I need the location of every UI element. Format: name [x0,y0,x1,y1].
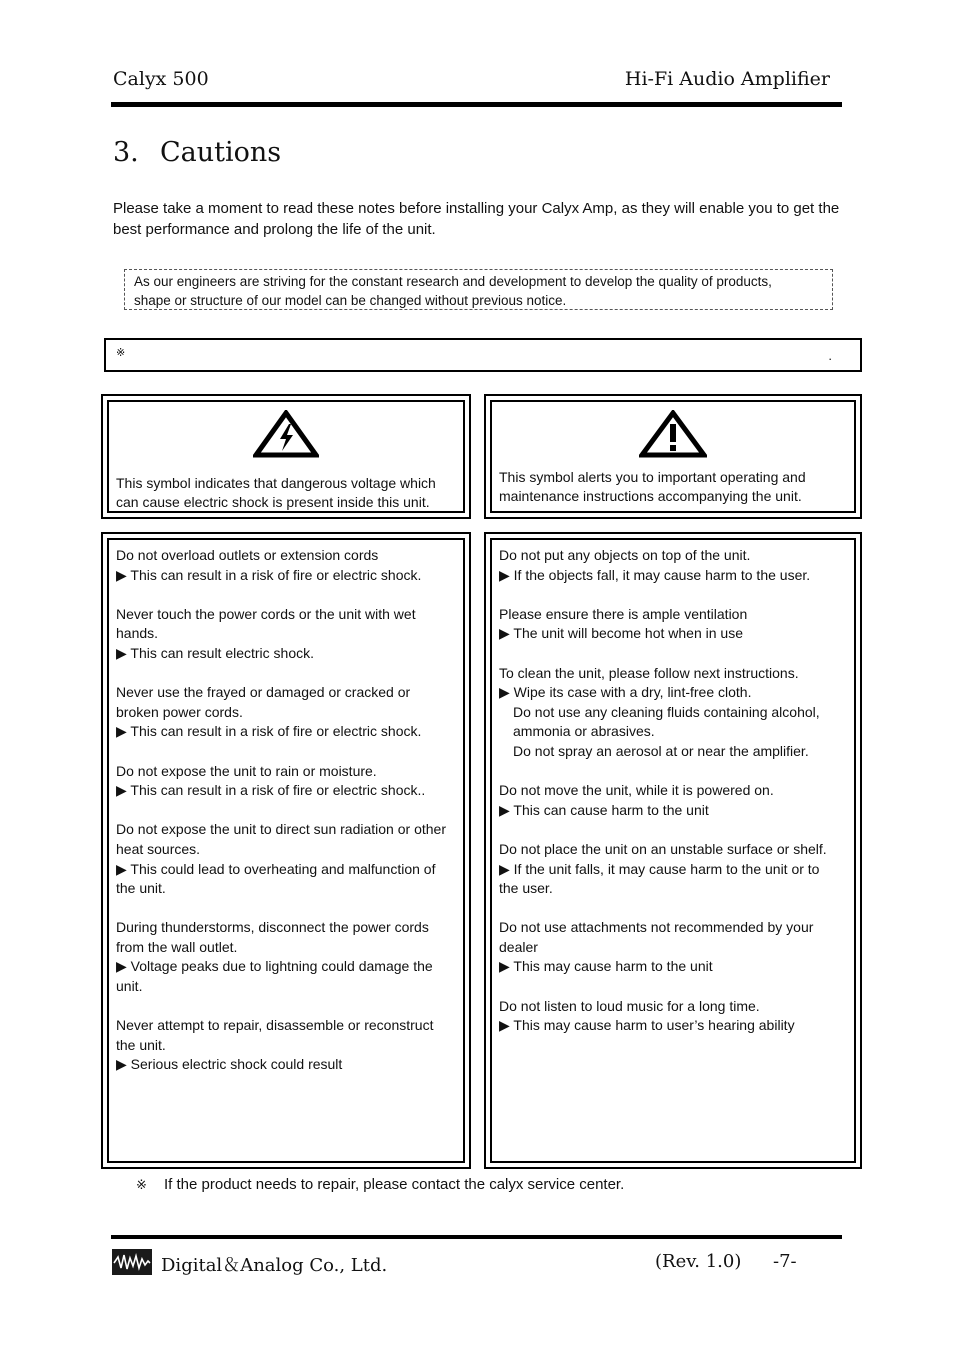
caution-item [499,546,848,585]
symbol-text-line: This symbol alerts you to important operating and [499,469,806,485]
cautions-box-frame [490,538,856,1163]
caution-item [499,918,848,977]
caution-line: ▶ This can cause harm to the unit [499,801,709,818]
caution-line: ▶ This could lead to overheating and malfunction of [116,860,436,877]
caution-line: ▶ Wipe its case with a dry, lint-free cloth. [499,684,752,701]
caution-line: Do not put any objects on top of the unit. [499,547,751,563]
caution-line: from the wall outlet. [116,938,238,955]
caution-line: hands. [116,625,159,642]
caution-item [116,683,457,742]
caution-item [499,664,848,762]
left-cautions-list [116,546,457,1095]
reference-mark: ※ [116,347,126,359]
right-cautions-list [499,546,848,1055]
symbol-text-line: can cause electric shock is present inside this unit. [116,494,430,510]
caution-line: ▶ The unit will become hot when in use [499,625,743,642]
reference-dot: . [828,348,832,363]
caution-line: Never use the frayed or damaged or cracked or [116,684,411,701]
caution-line: Do not expose the unit to direct sun radiation or other [116,821,446,838]
caution-line: ▶ Voltage peaks due to lightning could damage the [116,958,433,975]
caution-line: Do not overload outlets or extension cords [116,547,379,563]
revision-label: (Rev. 1.0) [655,1251,742,1272]
caution-item [499,605,848,644]
header-product-name: Calyx 500 [113,68,209,90]
caution-line: ▶ If the unit falls, it may cause harm to the unit or to [499,860,820,877]
lightning-warning-icon [109,410,463,458]
section-title: Cautions [160,137,282,168]
caution-line: Never attempt to repair, disassemble or reconstruct [116,1017,434,1034]
exclamation-warning-icon [492,410,854,458]
caution-line: Do not use attachments not recommended by your [499,919,814,936]
right-cautions-box [484,532,862,1169]
change-notice [124,269,833,310]
caution-line: the user. [499,880,553,897]
intro-paragraph: Please take a moment to read these notes before installing your Calyx Amp, as they will enable you to get the best performance and prolong the life of the unit. [113,200,840,238]
caution-item [116,605,457,664]
footnote-text: If the product needs to repair, please contact the calyx service center. [164,1176,625,1193]
caution-item [499,781,848,820]
reference-bar [104,338,862,372]
caution-line: ▶ Serious electric shock could result [116,1056,343,1073]
caution-line: dealer [499,938,538,955]
caution-line: ▶ This can result electric shock. [116,644,315,661]
caution-line: unit. [116,978,143,995]
caution-line: ▶ This may cause harm to the unit [499,958,713,975]
caution-line: ▶ If the objects fall, it may cause harm to the user. [499,566,811,583]
left-cautions-box [101,532,471,1169]
caution-line: ▶ This can result in a risk of fire or electric shock. [116,566,422,583]
caution-line: heat sources. [116,840,201,857]
caution-line: ▶ This can result in a risk of fire or electric shock. [116,723,422,740]
symbol-text-line: This symbol indicates that dangerous voltage which [116,475,436,491]
caution-line: ▶ This can result in a risk of fire or electric shock.. [116,782,426,799]
symbol-box-frame [490,400,856,513]
company-logo [112,1249,152,1275]
caution-line: ▶ This may cause harm to user’s hearing ability [499,1017,795,1034]
header-rule [111,102,842,107]
caution-item [116,820,457,898]
caution-line: Do not listen to loud music for a long time. [499,997,760,1014]
company-name: Digital＆Analog Co., Ltd. [161,1255,388,1276]
caution-item [499,840,848,899]
caution-line: To clean the unit, please follow next instructions. [499,664,799,681]
notice-line-2: shape or structure of our model can be changed without previous notice. [134,293,567,308]
caution-line: Never touch the power cords or the unit with wet [116,605,416,622]
caution-item [116,918,457,996]
caution-line: Do not spray an aerosol at or near the amplifier. [513,742,809,759]
section-heading [113,137,281,168]
caution-item [116,1016,457,1075]
caution-line: Do not expose the unit to rain or moisture. [116,762,377,779]
caution-line: the unit. [116,880,166,897]
caution-line: During thunderstorms, disconnect the power cords [116,919,429,936]
header-product-type: Hi-Fi Audio Amplifier [624,68,830,90]
notice-line-1: As our engineers are striving for the constant research and development to develop the quality of products, [134,274,772,289]
caution-line: the unit. [116,1036,166,1053]
symbol-text-line: maintenance instructions accompanying the unit. [499,488,802,504]
symbol-box-frame [107,400,465,513]
caution-item [499,997,848,1036]
caution-line: Do not place the unit on an unstable surface or shelf. [499,840,827,857]
instruction-symbol-box [484,394,862,519]
cautions-box-frame [107,538,465,1163]
caution-item [116,762,457,801]
service-footnote [136,1176,624,1193]
caution-line: Please ensure there is ample ventilation [499,605,748,622]
caution-line: Do not move the unit, while it is powered on. [499,782,774,799]
electric-shock-symbol-box [101,394,471,519]
caution-item [116,546,457,585]
caution-line: Do not use any cleaning fluids containing alcohol, [513,703,820,720]
section-number: 3. [113,137,139,168]
caution-line: ammonia or abrasives. [513,723,655,740]
page-number: -7- [773,1251,797,1272]
footer-rule [111,1235,842,1239]
footnote-mark: ※ [136,1177,147,1192]
caution-line: broken power cords. [116,703,243,720]
instruction-symbol-text [499,468,848,506]
electric-shock-symbol-text [116,474,457,512]
